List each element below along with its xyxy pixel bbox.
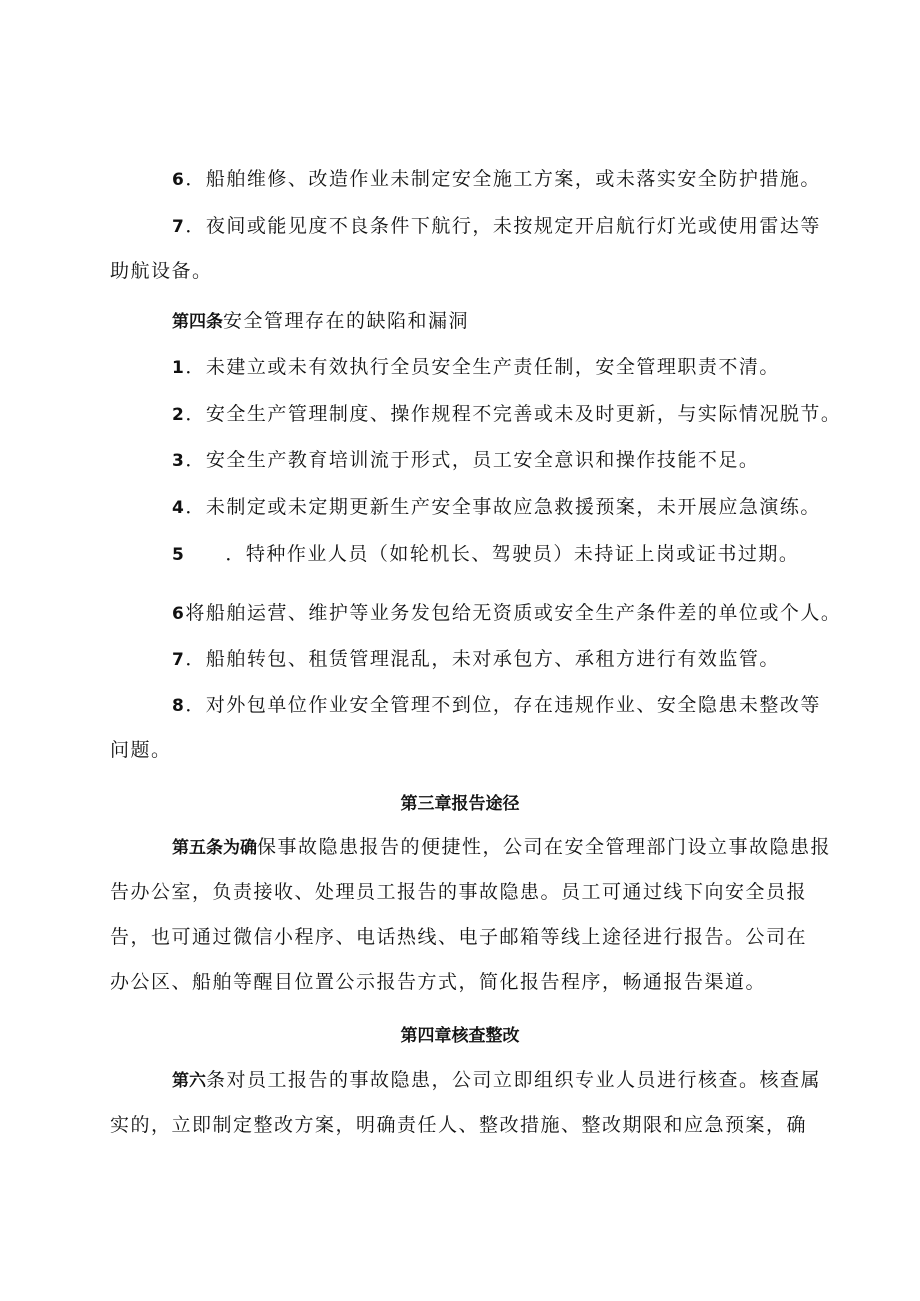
item-text: ．安全生产教育培训流于形式，员工安全意识和操作技能不足。 <box>185 449 760 471</box>
article-title: 安全管理存在的缺陷和漏洞 <box>223 310 470 332</box>
paragraph-line <box>110 1102 810 1149</box>
list-item-continuation <box>110 727 810 774</box>
item-text: 问题。 <box>110 739 172 761</box>
chapter-heading: 第四章核查整改 <box>400 1026 520 1046</box>
paragraph-text: 办公区、船舶等醒目位置公示报告方式，简化报告程序，畅通报告渠道。 <box>110 971 767 993</box>
paragraph-text: 告，也可通过微信小程序、电话热线、电子邮箱等线上途径进行报告。公司在 <box>110 926 808 948</box>
item-number: 6 <box>172 170 186 190</box>
item-text: ．对外包单位作业安全管理不到位，存在违规作业、安全隐患未整改等 <box>185 694 821 716</box>
list-item <box>110 391 842 439</box>
paragraph-line <box>110 914 810 961</box>
article-label: 第五条为确 <box>172 838 257 858</box>
list-item <box>110 682 821 730</box>
item-number: 1 <box>172 358 186 378</box>
paragraph-text: 保事故隐患报告的便捷性，公司在安全管理部门设立事故隐患报 <box>257 836 832 858</box>
list-item <box>110 484 821 532</box>
paragraph-line <box>110 959 810 1006</box>
list-item <box>110 636 810 684</box>
article-heading <box>110 298 810 346</box>
item-text: 将船舶运营、维护等业务发包给无资质或安全生产条件差的单位或个人。 <box>185 602 842 624</box>
list-item <box>110 156 821 204</box>
item-number: 5 <box>172 545 186 565</box>
list-item <box>110 590 842 638</box>
paragraph-text: 告办公室，负责接收、处理员工报告的事故隐患。员工可通过线下向安全员报 <box>110 881 808 903</box>
item-number: 7 <box>172 650 186 670</box>
paragraph-text: 条对员工报告的事故隐患，公司立即组织专业人员进行核查。核查属 <box>206 1069 822 1091</box>
list-item <box>110 203 821 251</box>
list-item <box>110 344 810 392</box>
paragraph-text: 实的，立即制定整改方案，明确责任人、整改措施、整改期限和应急预案，确 <box>110 1114 808 1136</box>
list-item-continuation <box>110 248 810 295</box>
list-item <box>110 531 810 579</box>
article-label: 第六 <box>172 1071 206 1091</box>
item-text: 助航设备。 <box>110 260 213 282</box>
item-text: ．未建立或未有效执行全员安全生产责任制，安全管理职责不清。 <box>185 356 780 378</box>
list-item <box>110 437 810 485</box>
item-number: 4 <box>172 498 186 518</box>
item-text: ．船舶维修、改造作业未制定安全施工方案，或未落实安全防护措施。 <box>185 168 821 190</box>
item-text: ．夜间或能见度不良条件下航行，未按规定开启航行灯光或使用雷达等 <box>185 215 821 237</box>
item-number: 6 <box>172 604 186 624</box>
item-number: 7 <box>172 217 186 237</box>
paragraph-line <box>110 824 832 872</box>
article-label: 第四条 <box>172 312 223 332</box>
paragraph-line <box>110 1057 822 1105</box>
paragraph-line <box>110 869 810 916</box>
item-text: ．船舶转包、租赁管理混乱，未对承包方、承租方进行有效监管。 <box>185 648 780 670</box>
item-number: 2 <box>172 405 186 425</box>
item-text: ．未制定或未定期更新生产安全事故应急救援预案，未开展应急演练。 <box>185 496 821 518</box>
item-number: 8 <box>172 696 186 716</box>
item-text: ．特种作业人员（如轮机长、驾驶员）未持证上岗或证书过期。 <box>225 543 800 565</box>
item-text: ．安全生产管理制度、操作规程不完善或未及时更新，与实际情况脱节。 <box>185 403 842 425</box>
chapter-heading: 第三章报告途径 <box>400 794 520 814</box>
item-number: 3 <box>172 451 186 471</box>
